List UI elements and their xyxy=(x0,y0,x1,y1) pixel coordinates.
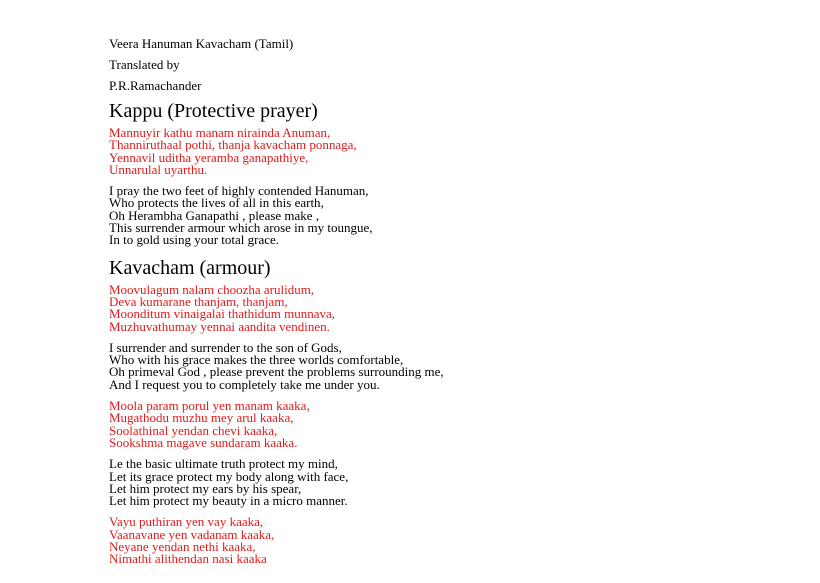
english-verse-line: Let him protect my ears by his spear, xyxy=(109,480,302,496)
tamil-stanza xyxy=(109,127,749,176)
document-page xyxy=(109,36,749,575)
english-verse-line: And I request you to completely take me under you. xyxy=(109,376,380,392)
poem-body xyxy=(109,99,749,566)
tamil-verse-line: Unnarulal uyarthu. xyxy=(109,161,208,177)
translated-by-label: Translated by xyxy=(109,57,180,72)
english-verse-line: In to gold using your total grace. xyxy=(109,232,280,248)
tamil-verse-line: Mannuyir kathu manam nirainda Anuman, xyxy=(109,125,331,140)
tamil-verse-line: Muzhuvathumay yennai aandita vendinen. xyxy=(109,318,330,334)
tamil-verse-line: Moonditum vinaigalai thathidum munnava, xyxy=(109,306,336,322)
tamil-verse-line: Moovulagum nalam choozha arulidum, xyxy=(109,281,315,297)
tamil-verse-line: Vayu puthiran yen vay kaaka, xyxy=(109,514,264,530)
tamil-verse-line: Yennavil uditha yeramba ganapathiye, xyxy=(109,149,309,165)
tamil-verse-line: Sookshma magave sundaram kaaka. xyxy=(109,434,298,450)
english-verse-line: Let him protect my beauty in a micro manner. xyxy=(109,493,348,509)
english-verse-line: Who protects the lives of all in this earth, xyxy=(109,195,324,211)
english-translation-stanza xyxy=(109,339,749,392)
english-verse-line: Oh Herambha Ganapathi , please make , xyxy=(109,207,320,223)
english-verse-line: I surrender and surrender to the son of Gods, xyxy=(109,339,342,355)
tamil-verse-line: Thanniruthaal pothi, thanja kavacham ponnaga, xyxy=(109,137,357,153)
tamil-verse-line: Vaanavane yen vadanam kaaka, xyxy=(109,526,275,542)
tamil-verse-line: Moola param porul yen manam kaaka, xyxy=(109,398,310,414)
tamil-stanza xyxy=(109,400,749,449)
english-verse-line: Oh primeval God , please prevent the problems surrounding me, xyxy=(109,364,444,380)
tamil-verse-line: Deva kumarane thanjam, thanjam, xyxy=(109,293,288,309)
document-title: Veera Hanuman Kavacham (Tamil) xyxy=(109,36,294,51)
english-verse-line: Le the basic ultimate truth protect my mind, xyxy=(109,456,338,472)
tamil-verse-line: Neyane yendan nethi kaaka, xyxy=(109,539,256,555)
section-heading: Kavacham (armour) xyxy=(109,256,271,279)
tamil-stanza xyxy=(109,281,749,334)
tamil-verse-line: Mugathodu muzhu mey arul kaaka, xyxy=(109,410,294,426)
translator-name: P.R.Ramachander xyxy=(109,78,202,93)
tamil-verse-line: Soolathinal yendan chevi kaaka, xyxy=(109,422,278,438)
tamil-stanza xyxy=(109,516,749,565)
english-verse-line: Let its grace protect my body along with face, xyxy=(109,468,349,484)
english-verse-line: Who with his grace makes the three worlds comfortable, xyxy=(109,352,404,368)
english-translation-stanza xyxy=(109,458,749,507)
english-verse-line: This surrender armour which arose in my toungue, xyxy=(109,220,373,236)
section-heading: Kappu (Protective prayer) xyxy=(109,100,318,122)
tamil-verse-line: Nimathi alithendan nasi kaaka xyxy=(109,551,267,567)
english-verse-line: I pray the two feet of highly contended Hanuman, xyxy=(109,183,369,199)
english-translation-stanza xyxy=(109,185,749,246)
